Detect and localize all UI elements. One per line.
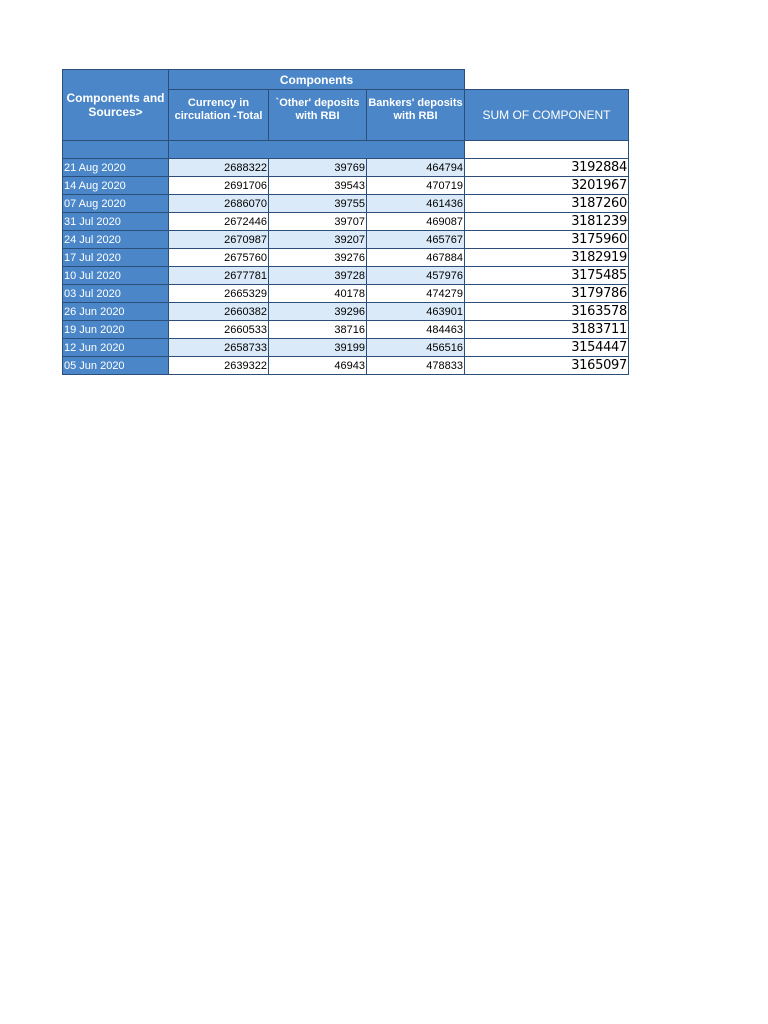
bankers-deposits-cell[interactable]: 484463 [367,321,465,339]
column-header-bankers-deposits[interactable]: Bankers' deposits with RBI [367,90,465,141]
spreadsheet [62,69,629,375]
sum-cell[interactable]: 3163578 [465,303,629,321]
sum-cell[interactable]: 3192884 [465,159,629,177]
table-row [63,177,629,195]
other-deposits-cell[interactable]: 39755 [269,195,367,213]
bankers-deposits-cell[interactable]: 463901 [367,303,465,321]
sum-cell[interactable]: 3165097 [465,357,629,375]
date-cell[interactable]: 19 Jun 2020 [63,321,169,339]
date-cell[interactable]: 24 Jul 2020 [63,231,169,249]
bankers-deposits-cell[interactable]: 478833 [367,357,465,375]
table-row [63,267,629,285]
components-table [62,69,629,375]
date-cell[interactable]: 12 Jun 2020 [63,339,169,357]
other-deposits-cell[interactable]: 39199 [269,339,367,357]
date-cell[interactable]: 07 Aug 2020 [63,195,169,213]
other-deposits-cell[interactable]: 39728 [269,267,367,285]
corner-header[interactable]: Components and Sources> [63,70,169,141]
other-deposits-cell[interactable]: 40178 [269,285,367,303]
date-cell[interactable]: 31 Jul 2020 [63,213,169,231]
currency-cell[interactable]: 2660382 [169,303,269,321]
bankers-deposits-cell[interactable]: 470719 [367,177,465,195]
sum-cell[interactable]: 3179786 [465,285,629,303]
spacer-cell[interactable] [63,141,169,159]
table-row [63,249,629,267]
other-deposits-cell[interactable]: 39276 [269,249,367,267]
sum-cell[interactable]: 3181239 [465,213,629,231]
table-row [63,357,629,375]
other-deposits-cell[interactable]: 39707 [269,213,367,231]
currency-cell[interactable]: 2686070 [169,195,269,213]
bankers-deposits-cell[interactable]: 465767 [367,231,465,249]
other-deposits-cell[interactable]: 39769 [269,159,367,177]
other-deposits-cell[interactable]: 39207 [269,231,367,249]
other-deposits-cell[interactable]: 46943 [269,357,367,375]
currency-cell[interactable]: 2639322 [169,357,269,375]
spacer-sum-cell[interactable] [465,141,629,159]
sum-cell[interactable]: 3201967 [465,177,629,195]
currency-cell[interactable]: 2677781 [169,267,269,285]
date-cell[interactable]: 03 Jul 2020 [63,285,169,303]
table-row [63,321,629,339]
sum-cell[interactable]: 3182919 [465,249,629,267]
other-deposits-cell[interactable]: 39296 [269,303,367,321]
empty-cell [465,70,629,90]
date-cell[interactable]: 10 Jul 2020 [63,267,169,285]
date-cell[interactable]: 05 Jun 2020 [63,357,169,375]
date-cell[interactable]: 17 Jul 2020 [63,249,169,267]
bankers-deposits-cell[interactable]: 474279 [367,285,465,303]
table-row [63,303,629,321]
date-cell[interactable]: 14 Aug 2020 [63,177,169,195]
spacer-cell[interactable] [169,141,269,159]
sum-cell[interactable]: 3175485 [465,267,629,285]
sum-cell[interactable]: 3154447 [465,339,629,357]
date-cell[interactable]: 26 Jun 2020 [63,303,169,321]
currency-cell[interactable]: 2658733 [169,339,269,357]
currency-cell[interactable]: 2688322 [169,159,269,177]
spacer-cell[interactable] [269,141,367,159]
spacer-cell[interactable] [367,141,465,159]
table-row [63,339,629,357]
sum-cell[interactable]: 3187260 [465,195,629,213]
table-row [63,213,629,231]
sum-cell[interactable]: 3183711 [465,321,629,339]
currency-cell[interactable]: 2675760 [169,249,269,267]
bankers-deposits-cell[interactable]: 456516 [367,339,465,357]
bankers-deposits-cell[interactable]: 464794 [367,159,465,177]
bankers-deposits-cell[interactable]: 467884 [367,249,465,267]
bankers-deposits-cell[interactable]: 457976 [367,267,465,285]
other-deposits-cell[interactable]: 38716 [269,321,367,339]
column-header-other-deposits[interactable]: `Other' deposits with RBI [269,90,367,141]
currency-cell[interactable]: 2665329 [169,285,269,303]
other-deposits-cell[interactable]: 39543 [269,177,367,195]
currency-cell[interactable]: 2660533 [169,321,269,339]
table-row [63,285,629,303]
column-header-currency[interactable]: Currency in circulation -Total [169,90,269,141]
column-header-sum[interactable]: SUM OF COMPONENT [465,90,629,141]
table-row [63,195,629,213]
table-row [63,159,629,177]
table-row [63,231,629,249]
currency-cell[interactable]: 2670987 [169,231,269,249]
sum-cell[interactable]: 3175960 [465,231,629,249]
group-header-components[interactable]: Components [169,70,465,90]
bankers-deposits-cell[interactable]: 469087 [367,213,465,231]
bankers-deposits-cell[interactable]: 461436 [367,195,465,213]
currency-cell[interactable]: 2672446 [169,213,269,231]
currency-cell[interactable]: 2691706 [169,177,269,195]
date-cell[interactable]: 21 Aug 2020 [63,159,169,177]
